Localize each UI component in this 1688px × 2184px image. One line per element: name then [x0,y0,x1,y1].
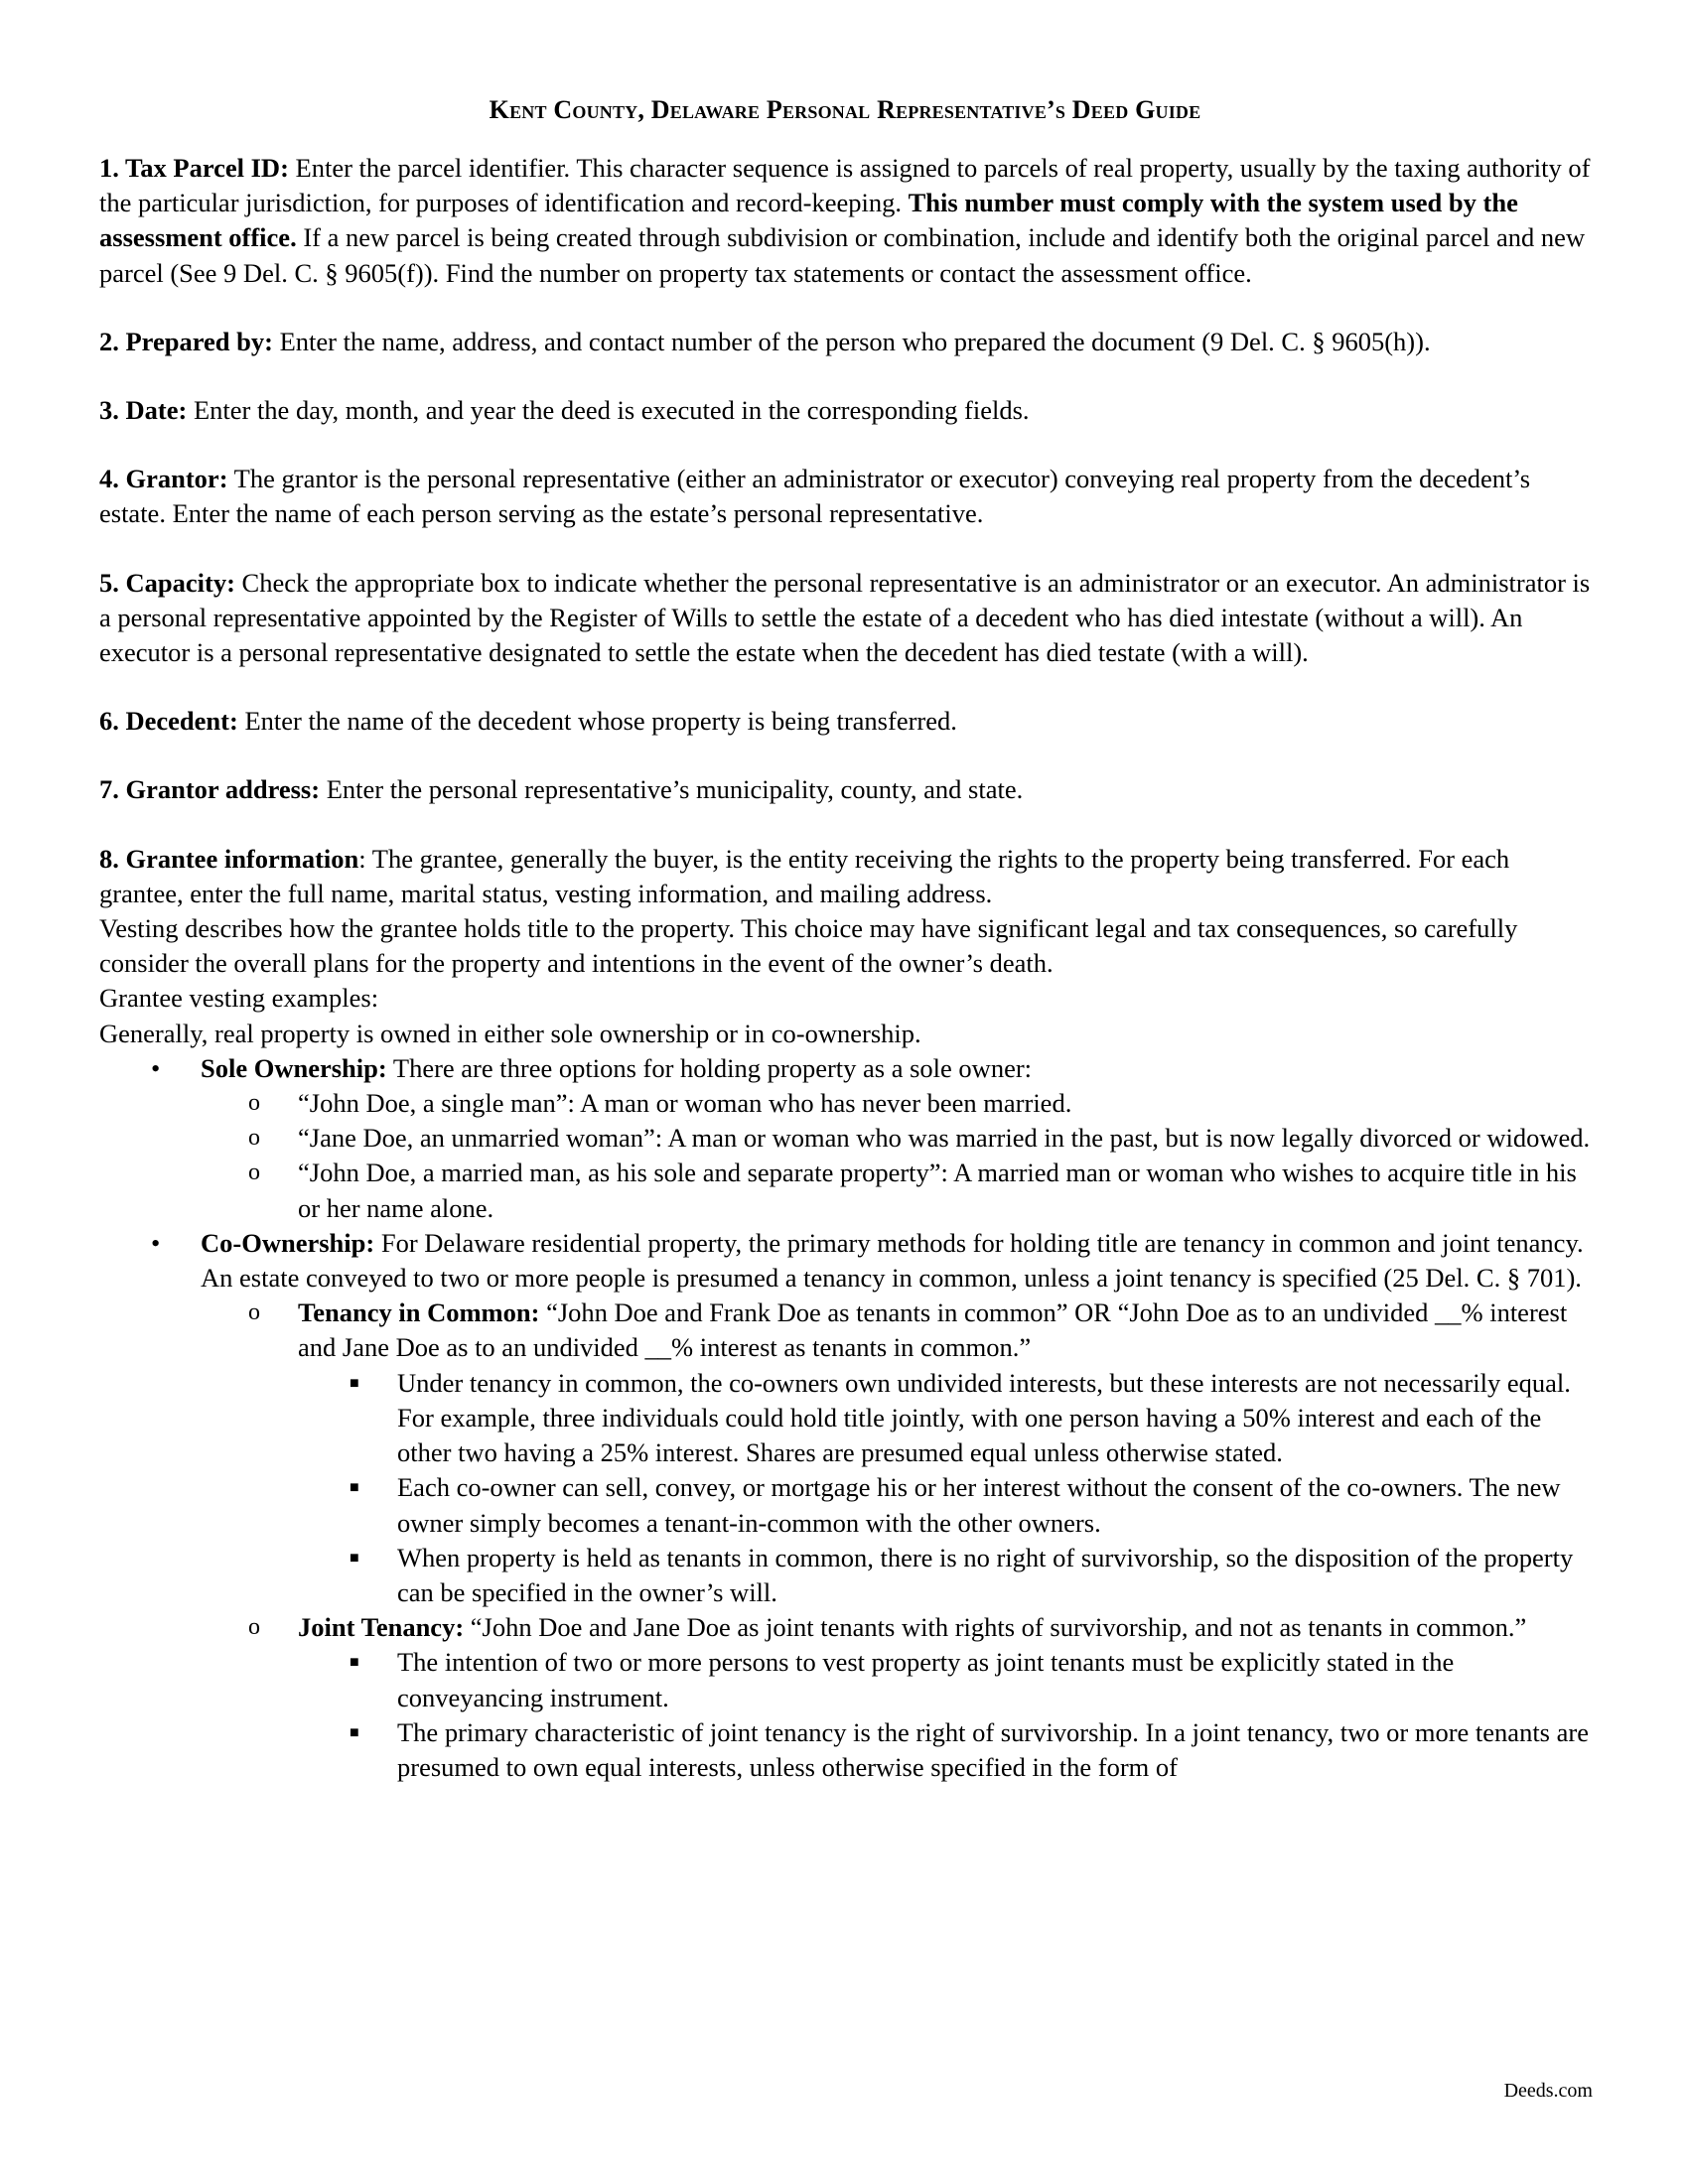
circle-bullet-icon: o [248,1125,260,1152]
grantee-intro: 8. Grantee information: The grantee, generally the buyer, is the entity receiving the rights to the property being transferred. For each grantee, enter the full name, marital status, vesting information, and mailing address. [99,843,1510,908]
square-bullet-icon: ■ [350,1374,359,1392]
emphasis-text: This number must comply with the system used by the assessment office. [99,188,1518,253]
list-item-tic-detail: ■ When property is held as tenants in common, there is no right of survivorship, so the disposition of the property can be specified in the owner’s will. [350,1542,1574,1607]
section-label: 6. Decedent: [99,706,238,737]
list-item-single-man: o “John Doe, a single man”: A man or woman who has never been married. [99,1086,1591,1121]
circle-bullet-icon: o [248,1090,260,1117]
circle-bullet-icon: o [248,1299,260,1326]
square-bullet-icon: ■ [350,1549,359,1567]
list-item-sole-ownership: • Sole Ownership: There are three options for holding property as a sole owner: [99,1051,1591,1086]
list-item-unmarried-woman: o “Jane Doe, an unmarried woman”: A man or woman who was married in the past, but is now legally divorced or widowed. [99,1121,1591,1156]
section-prepared-by: 2. Prepared by: Enter the name, address, and contact number of the person who prepared the document (9 Del. C. § 9605(h)). [99,326,1431,356]
section-label: 8. Grantee information [99,843,359,874]
section-grantor-address: 7. Grantor address: Enter the personal representative’s municipality, county, and state. [99,774,1024,805]
section-label: 4. Grantor: [99,464,228,494]
item-label: Co-Ownership: [201,1227,375,1258]
section-date: 3. Date: Enter the day, month, and year the deed is executed in the corresponding fields. [99,395,1030,426]
section-capacity: 5. Capacity: Check the appropriate box to indicate whether the personal representative is an administrator or an executor. An administrator is a personal representative appointed by the Register of Wills to settle the estate of a decedent who has died intestate (without a will). An executor is a personal representative designated to settle the estate when the decedent has died testate (with a will). [99,567,1591,668]
list-item-married-man-sole: o “John Doe, a married man, as his sole and separate property”: A married man or woman who wishes to acquire title in his or her name alone. [248,1158,1577,1223]
square-bullet-icon: ■ [350,1723,359,1741]
section-label: 5. Capacity: [99,567,235,598]
section-tax-parcel-id: 1. Tax Parcel ID: Enter the parcel identifier. This character sequence is assigned to parcels of real property, usually by the taxing authority of the particular jurisdiction, for purposes of identification and record-keeping. This number must comply with the system used by the assessment office. If a new parcel is being created through subdivision or combination, include and identify both the original parcel and new parcel (See 9 Del. C. § 9605(f)). Find the number on property tax statements or contact the assessment office. [99,153,1591,288]
list-item-jt-detail: ■ The intention of two or more persons to vest property as joint tenants must be explicitly stated in the conveyancing instrument. [350,1647,1455,1712]
document-page [99,95,1591,1785]
ownership-overview: Generally, real property is owned in either sole ownership or in co-ownership. [99,1018,921,1048]
section-label: 7. Grantor address: [99,774,321,805]
square-bullet-icon: ■ [350,1479,359,1497]
section-label: 2. Prepared by: [99,326,273,356]
list-item-co-ownership: • Co-Ownership: For Delaware residential property, the primary methods for holding title are tenancy in common and joint tenancy. An estate conveyed to two or more people is presumed a tenancy in common, unless a joint tenancy is specified (25 Del. C. § 701). [151,1227,1584,1294]
circle-bullet-icon: o [248,1160,260,1186]
list-item-tic-detail: ■ Each co-owner can sell, convey, or mortgage his or her interest without the consent of the co-owners. The new owner simply becomes a tenant-in-common with the other owners. [350,1472,1561,1538]
list-item-tenancy-in-common: o Tenancy in Common: “John Doe and Frank Doe as tenants in common” OR “John Doe as to an undivided __% interest and Jane Doe as to an undivided __% interest as tenants in common.” [248,1297,1568,1363]
bullet-icon: • [151,1227,161,1258]
document-title: Kent County, Delaware Personal Representative’s Deed Guide [489,95,1201,124]
list-item-jt-detail: ■ The primary characteristic of joint tenancy is the right of survivorship. In a joint tenancy, two or more tenants are presumed to own equal interests, unless otherwise specified in the form of [350,1716,1589,1782]
item-label: Joint Tenancy: [298,1612,465,1643]
section-grantor: 4. Grantor: The grantor is the personal representative (either an administrator or executor) conveying real property from the decedent’s estate. Enter the name of each person serving as the estate’s personal representative. [99,464,1531,529]
list-item-joint-tenancy: o Joint Tenancy: “John Doe and Jane Doe as joint tenants with rights of survivorship, and not as tenants in common.” [99,1610,1591,1645]
item-label: Sole Ownership: [201,1052,387,1083]
section-label: 3. Date: [99,395,188,426]
vesting-paragraph: Vesting describes how the grantee holds title to the property. This choice may have significant legal and tax consequences, so carefully consider the overall plans for the property and intentions in the event of the owner’s death. [99,913,1518,979]
list-item-tic-detail: ■ Under tenancy in common, the co-owners own undivided interests, but these interests are not necessarily equal. For example, three individuals could hold title jointly, with one person having a 50% interest and each of the other two having a 25% interest. Shares are presumed equal unless otherwise stated. [350,1367,1571,1468]
footer-site-name: Deeds.com [1503,2080,1593,2102]
bullet-icon: • [151,1052,161,1083]
vesting-examples-heading: Grantee vesting examples: [99,983,379,1014]
section-decedent: 6. Decedent: Enter the name of the decedent whose property is being transferred. [99,706,957,737]
item-label: Tenancy in Common: [298,1297,540,1328]
section-label: 1. Tax Parcel ID: [99,153,289,183]
square-bullet-icon: ■ [350,1654,359,1672]
circle-bullet-icon: o [248,1614,260,1641]
section-grantee-information [99,842,1591,1785]
